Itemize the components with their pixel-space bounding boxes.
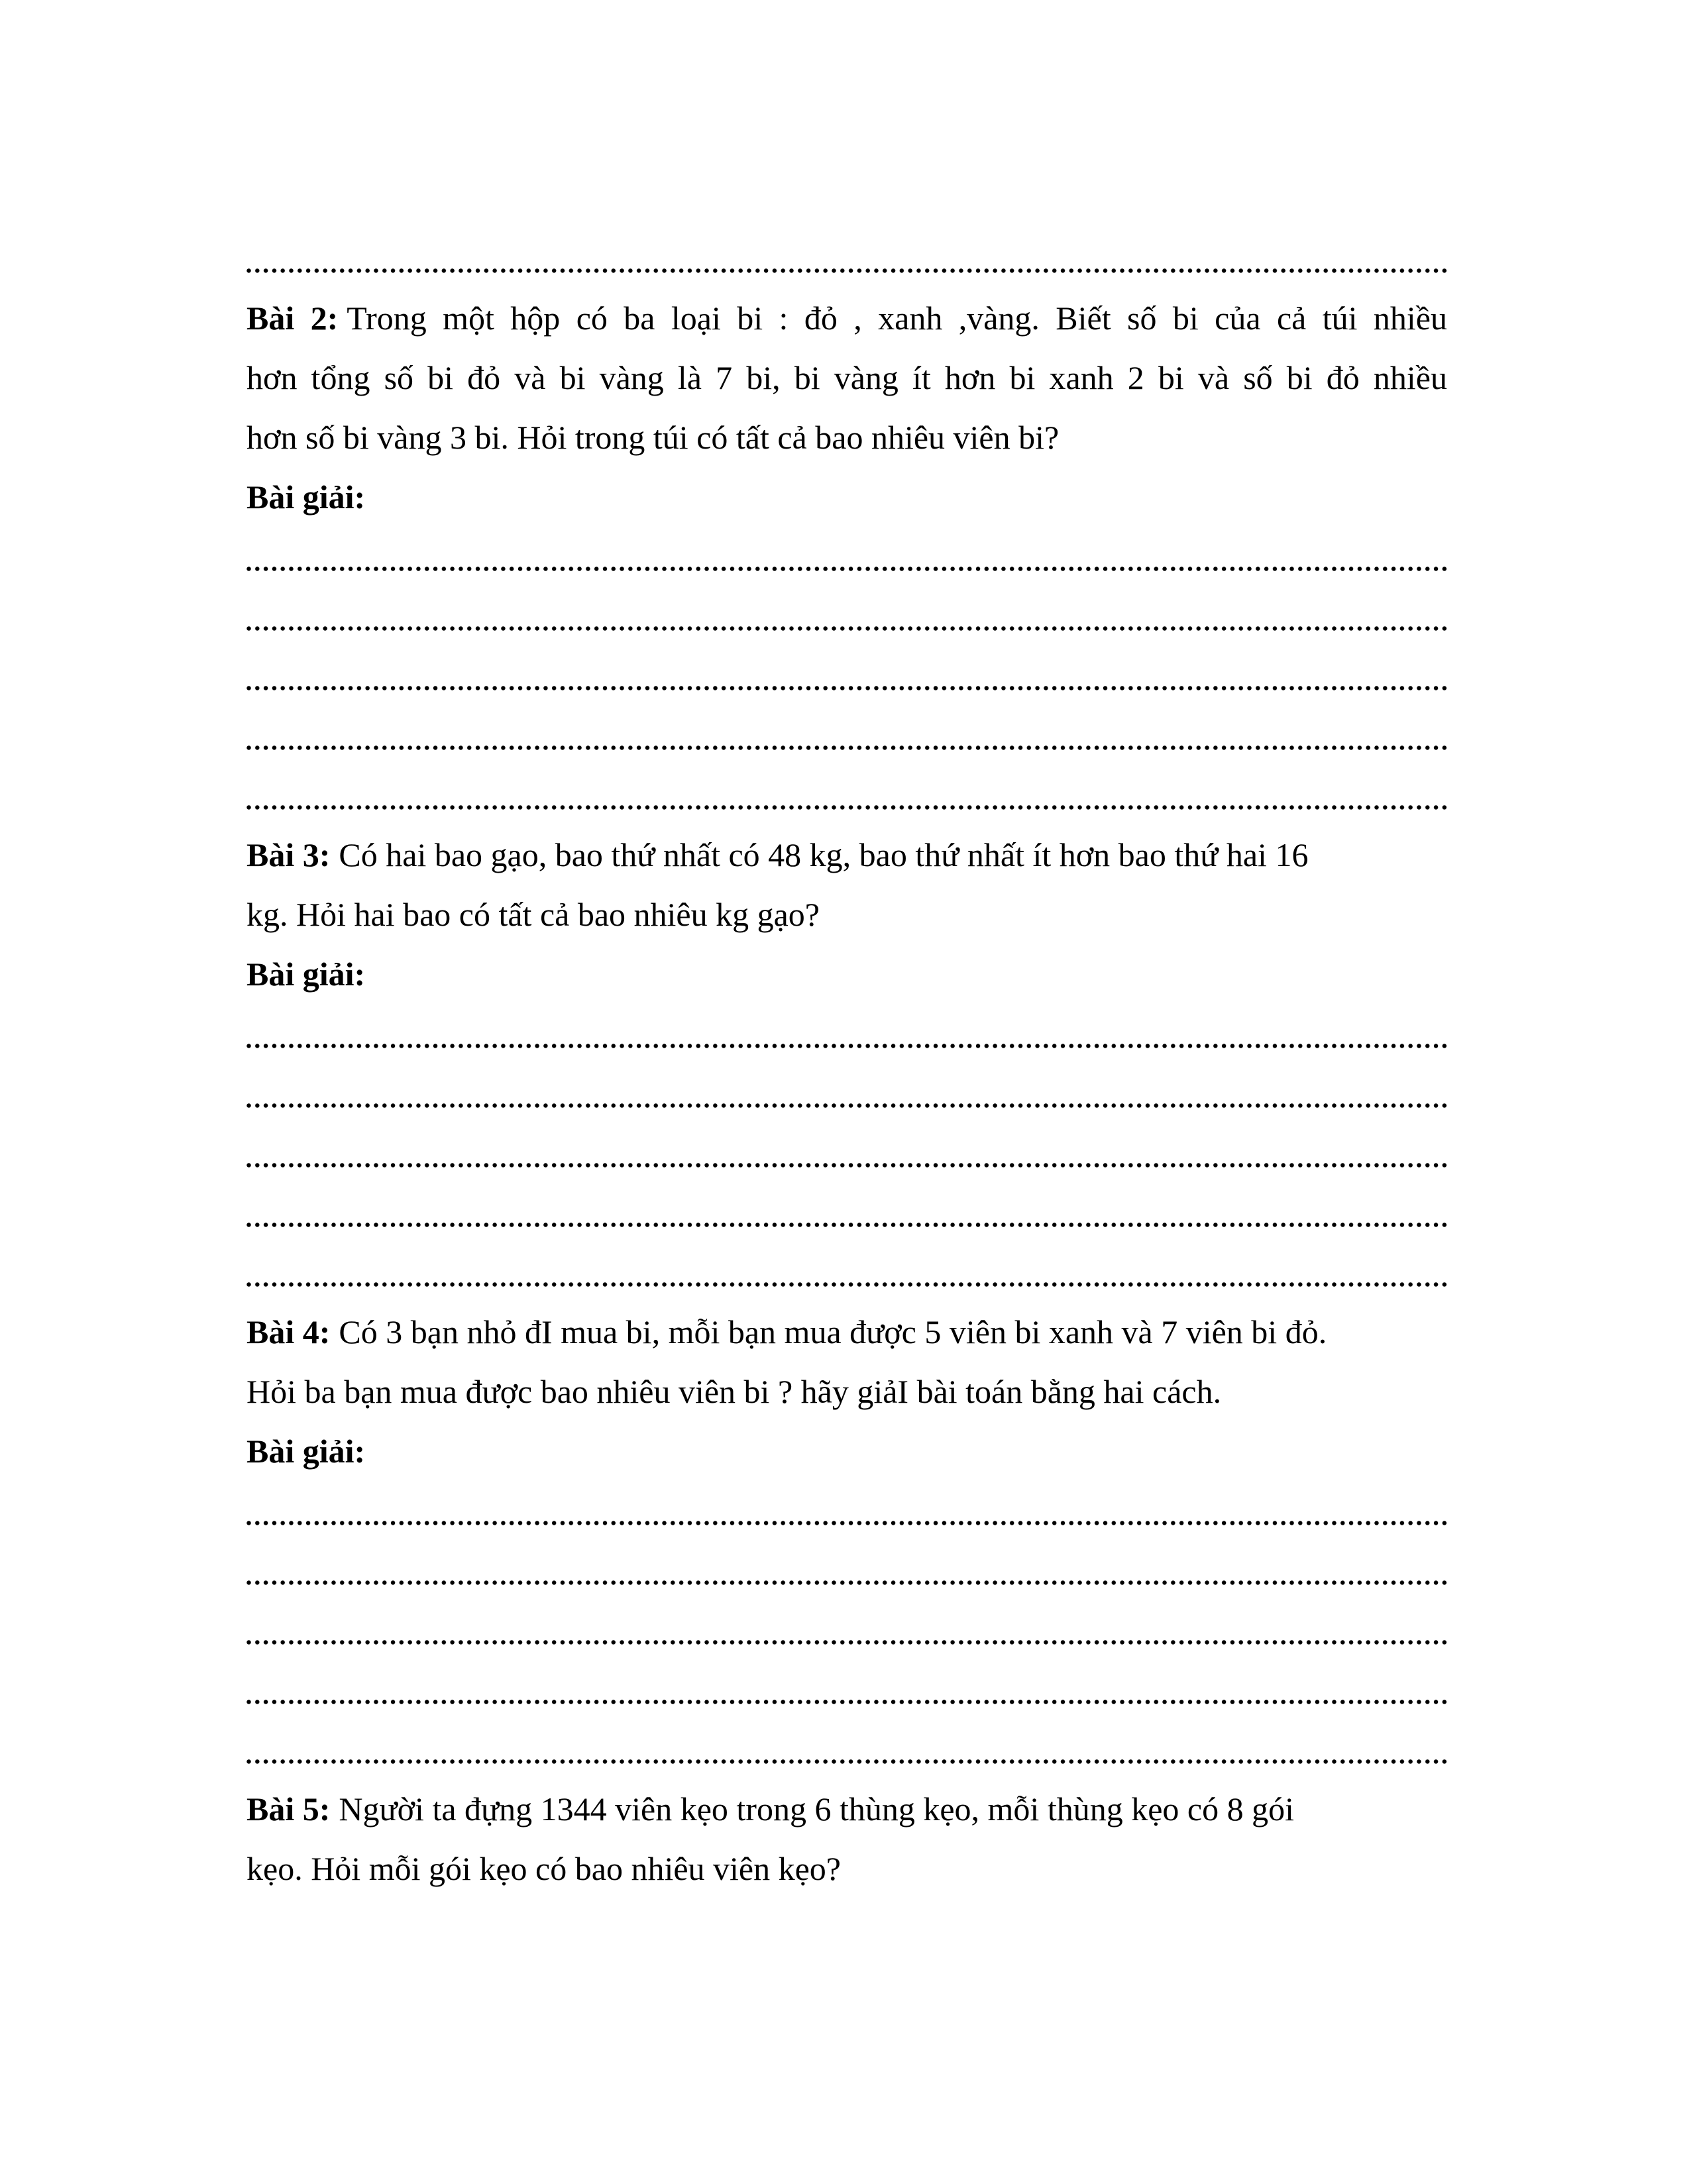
dotted-answer-line <box>246 586 1447 646</box>
question-text: hơn tổng số bi đỏ và bi vàng là 7 bi, bi vàng ít hơn bi xanh 2 bi và số bi đỏ nhiều <box>246 359 1447 396</box>
dotted-answer-line <box>246 1541 1447 1600</box>
question-line <box>246 1839 1447 1898</box>
dotted-answer-line <box>246 1123 1447 1183</box>
question-line <box>246 348 1447 408</box>
question-line <box>246 1779 1447 1839</box>
dotted-answer-line <box>246 646 1447 706</box>
dotted-answer-line <box>246 706 1447 765</box>
question-text: Có 3 bạn nhỏ đI mua bi, mỗi bạn mua được 5 viên bi xanh và 7 viên bi đỏ. <box>339 1313 1327 1350</box>
problem-section-0 <box>246 288 1447 825</box>
dotted-answer-line <box>246 1064 1447 1123</box>
problem-section-3 <box>246 1779 1447 1898</box>
solution-heading: Bài giải: <box>246 478 366 516</box>
question-text: Người ta đựng 1344 viên kẹo trong 6 thùng kẹo, mỗi thùng kẹo có 8 gói <box>339 1790 1294 1828</box>
dotted-answer-line <box>246 1242 1447 1302</box>
answer-lines <box>246 1481 1447 1779</box>
problem-number-label: Bài 4: <box>246 1313 331 1350</box>
dotted-answer-line <box>246 1183 1447 1242</box>
dotted-answer-line <box>246 1720 1447 1779</box>
solution-heading: Bài giải: <box>246 1433 366 1470</box>
problem-section-2 <box>246 1302 1447 1779</box>
dotted-answer-line <box>246 1600 1447 1660</box>
dotted-answer-line <box>246 527 1447 586</box>
question-text: Hỏi ba bạn mua được bao nhiêu viên bi ? hãy giảI bài toán bằng hai cách. <box>246 1373 1222 1410</box>
dotted-answer-line <box>246 1660 1447 1720</box>
question-text: kg. Hỏi hai bao có tất cả bao nhiêu kg gạo? <box>246 896 820 933</box>
answer-lines <box>246 1004 1447 1302</box>
problem-number-label: Bài 3: <box>246 836 331 873</box>
dotted-answer-line <box>246 1004 1447 1064</box>
question-line <box>246 825 1447 885</box>
page-content <box>246 229 1447 1898</box>
question-text: hơn số bi vàng 3 bi. Hỏi trong túi có tất cả bao nhiêu viên bi? <box>246 419 1060 456</box>
dotted-answer-line <box>246 1481 1447 1541</box>
question-line <box>246 1302 1447 1362</box>
question-text: Có hai bao gạo, bao thứ nhất có 48 kg, bao thứ nhất ít hơn bao thứ hai 16 <box>339 836 1309 873</box>
question-text: Trong một hộp có ba loại bi : đỏ , xanh ,vàng. Biết số bi của cả túi nhiều <box>347 300 1447 337</box>
dotted-answer-line <box>246 229 1447 288</box>
solution-heading: Bài giải: <box>246 956 366 993</box>
question-text: kẹo. Hỏi mỗi gói kẹo có bao nhiêu viên kẹo? <box>246 1850 841 1887</box>
question-line <box>246 1362 1447 1421</box>
answer-lines <box>246 527 1447 825</box>
dotted-answer-line <box>246 765 1447 825</box>
question-line <box>246 885 1447 944</box>
question-line <box>246 288 1447 348</box>
problem-number-label: Bài 2: <box>246 300 339 337</box>
problem-section-1 <box>246 825 1447 1302</box>
question-line <box>246 408 1447 467</box>
problem-number-label: Bài 5: <box>246 1790 331 1828</box>
